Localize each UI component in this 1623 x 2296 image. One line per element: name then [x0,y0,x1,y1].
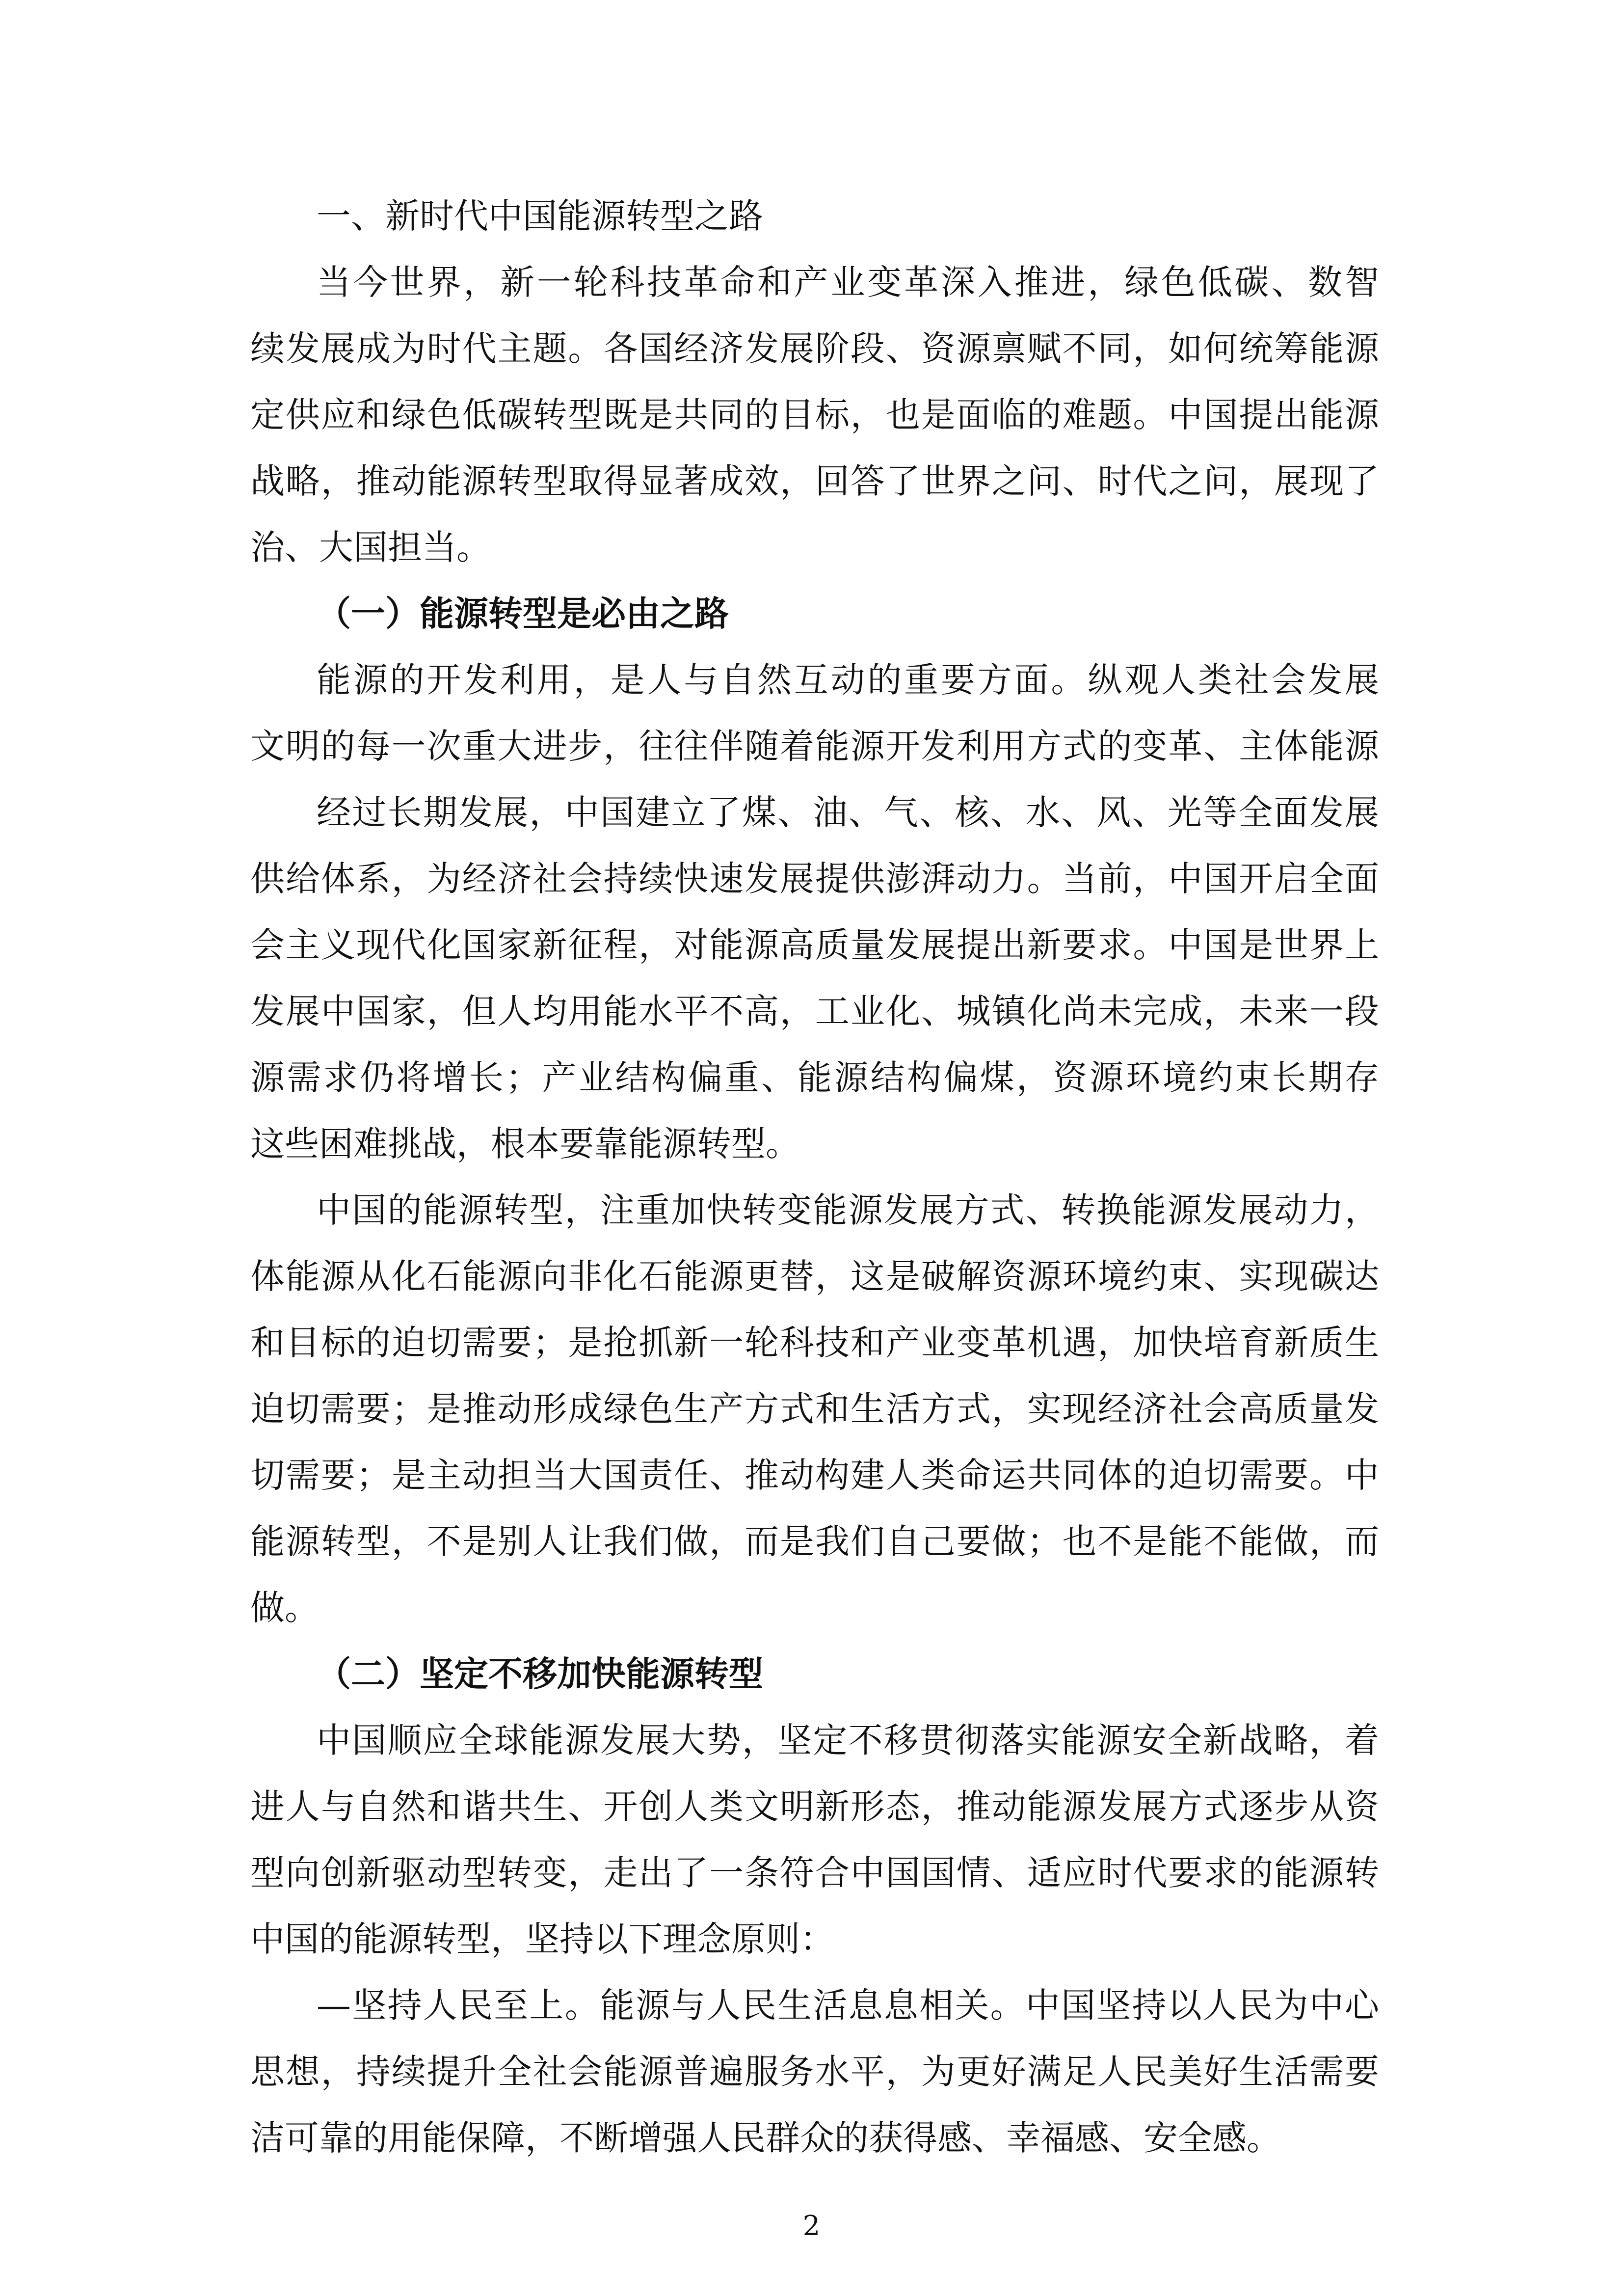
paragraph-line: 体能源从化石能源向非化石能源更替，这是破解资源环境约束、实现碳达 [250,1256,1379,1297]
paragraph-line: 进人与自然和谐共生、开创人类文明新形态，推动能源发展方式逐步从资 [250,1786,1379,1827]
paragraph-line: 经过长期发展，中国建立了煤、油、气、核、水、风、光等全面发展 [317,792,1379,833]
paragraph-line: 战略，推动能源转型取得显著成效，回答了世界之问、时代之问，展现了 [250,461,1379,501]
paragraph-line: 定供应和绿色低碳转型既是共同的目标，也是面临的难题。中国提出能源 [250,395,1379,435]
paragraph-line: 文明的每一次重大进步，往往伴随着能源开发利用方式的变革、主体能源 [250,726,1379,766]
paragraph-line: 这些困难挑战，根本要靠能源转型。 [250,1124,800,1164]
subheading-1: （一）能源转型是必由之路 [317,593,729,634]
paragraph-line: 中国的能源转型，坚持以下理念原则： [250,1919,834,1959]
paragraph-line: 和目标的迫切需要；是抢抓新一轮科技和产业变革机遇，加快培育新质生 [250,1323,1379,1363]
paragraph-line: 当今世界，新一轮科技革命和产业变革深入推进，绿色低碳、数智 [317,262,1379,302]
paragraph-line: —坚持人民至上。能源与人民生活息息相关。中国坚持以人民为中心 [317,1985,1379,2026]
paragraph-line: 续发展成为时代主题。各国经济发展阶段、资源禀赋不同，如何统筹能源 [250,328,1379,369]
paragraph-line: 洁可靠的用能保障，不断增强人民群众的获得感、幸福感、安全感。 [250,2118,1281,2158]
paragraph-line: 中国顺应全球能源发展大势，坚定不移贯彻落实能源安全新战略，着 [317,1720,1379,1760]
paragraph-line: 型向创新驱动型转变，走出了一条符合中国国情、适应时代要求的能源转 [250,1853,1379,1893]
paragraph-line: 源需求仍将增长；产业结构偏重、能源结构偏煤，资源环境约束长期存 [250,1057,1379,1098]
paragraph-line: 能源转型，不是别人让我们做，而是我们自己要做；也不是能不能做，而 [250,1521,1379,1562]
paragraph-line: 中国的能源转型，注重加快转变能源发展方式、转换能源发展动力， [317,1190,1379,1230]
paragraph-line: 迫切需要；是推动形成绿色生产方式和生活方式，实现经济社会高质量发 [250,1389,1379,1429]
paragraph-line: 发展中国家，但人均用能水平不高，工业化、城镇化尚未完成，未来一段 [250,991,1379,1031]
section-heading: 一、新时代中国能源转型之路 [317,196,763,236]
paragraph-line: 做。 [250,1588,319,1628]
page-number: 2 [802,2210,821,2242]
paragraph-line: 供给体系，为经济社会持续快速发展提供澎湃动力。当前，中国开启全面 [250,859,1379,899]
paragraph-line: 治、大国担当。 [250,527,491,567]
subheading-2: （二）坚定不移加快能源转型 [317,1653,763,1694]
paragraph-line: 会主义现代化国家新征程，对能源高质量发展提出新要求。中国是世界上 [250,925,1379,965]
paragraph-line: 能源的开发利用，是人与自然互动的重要方面。纵观人类社会发展 [317,660,1379,700]
paragraph-line: 思想，持续提升全社会能源普遍服务水平，为更好满足人民美好生活需要 [250,2052,1379,2092]
paragraph-line: 切需要；是主动担当大国责任、推动构建人类命运共同体的迫切需要。中 [250,1455,1379,1495]
